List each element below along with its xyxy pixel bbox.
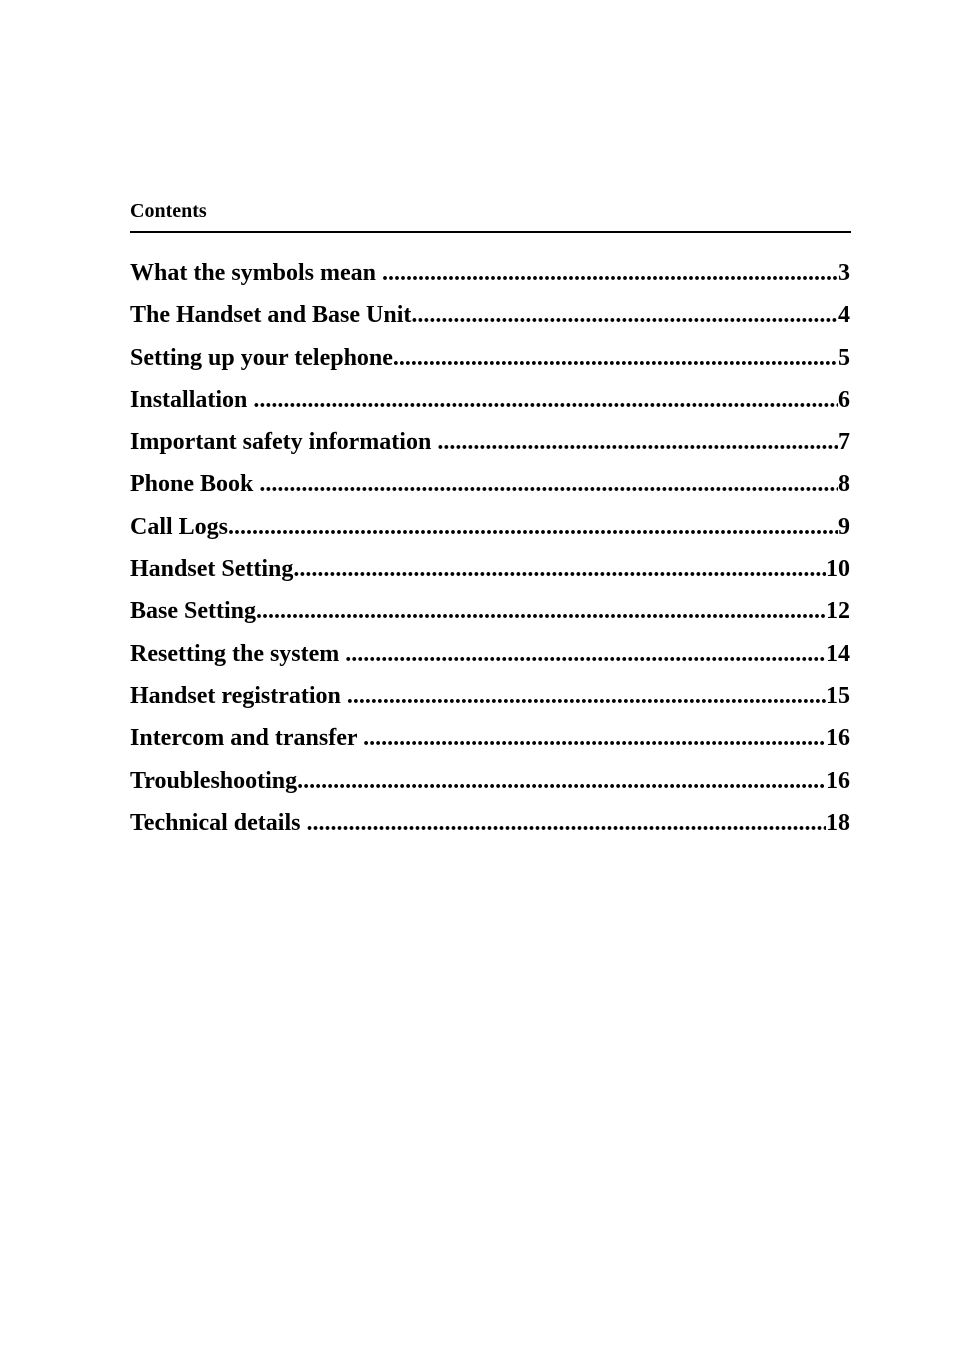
toc-entry-page-number: 6 [838, 386, 850, 413]
dot-leader [306, 806, 826, 840]
toc-entry-title: The Handset and Base Unit [130, 302, 412, 329]
toc-entry-handset-registration[interactable] [130, 679, 850, 721]
dot-leader [411, 298, 838, 332]
toc-entry-title: Call Logs [130, 513, 229, 540]
dot-leader [293, 552, 826, 586]
toc-entry-title: Installation [130, 386, 254, 413]
toc-entry-page-number: 4 [838, 302, 850, 329]
table-of-contents [130, 256, 850, 848]
toc-entry-page-number: 12 [826, 598, 850, 625]
toc-entry-title: Intercom and transfer [130, 725, 364, 752]
toc-entry-page-number: 14 [826, 640, 850, 667]
toc-entry-page-number: 3 [838, 260, 850, 286]
toc-entry-installation[interactable] [130, 383, 850, 425]
dot-leader [259, 467, 838, 501]
dot-leader [253, 383, 838, 417]
toc-entry-title: Handset Setting [130, 556, 294, 583]
toc-entry-call-logs[interactable] [130, 510, 850, 552]
toc-entry-handset-setting[interactable] [130, 552, 850, 594]
toc-entry-what-the-symbols-mean[interactable] [130, 256, 850, 298]
contents-heading: Contents [130, 200, 207, 222]
toc-entry-title: Resetting the system [130, 640, 346, 667]
dot-leader [393, 341, 838, 375]
toc-entry-page-number: 5 [838, 344, 850, 371]
dot-leader [347, 679, 826, 713]
toc-entry-title: Handset registration [130, 682, 347, 709]
toc-entry-handset-and-base-unit[interactable] [130, 298, 850, 340]
toc-entry-title: Important safety information [130, 429, 438, 456]
dot-leader [256, 594, 826, 628]
toc-entry-intercom-and-transfer[interactable] [130, 721, 850, 763]
toc-entry-page-number: 7 [838, 429, 850, 456]
toc-entry-page-number: 10 [826, 556, 850, 583]
dot-leader [382, 256, 838, 290]
toc-entry-title: Technical details [130, 809, 307, 836]
toc-entry-page-number: 9 [838, 513, 850, 540]
toc-entry-resetting-the-system[interactable] [130, 637, 850, 679]
dot-leader [363, 721, 826, 755]
toc-entry-base-setting[interactable] [130, 594, 850, 636]
toc-entry-important-safety-information[interactable] [130, 425, 850, 467]
toc-entry-title: What the symbols mean [130, 260, 383, 286]
toc-entry-title: Phone Book [130, 471, 260, 498]
toc-entry-phone-book[interactable] [130, 467, 850, 509]
toc-entry-title: Setting up your telephone [130, 344, 393, 371]
toc-entry-page-number: 15 [826, 682, 850, 709]
heading-divider [130, 231, 851, 233]
toc-entry-page-number: 18 [826, 809, 850, 836]
toc-entry-title: Troubleshooting [130, 767, 298, 794]
toc-entry-setting-up-your-telephone[interactable] [130, 341, 850, 383]
dot-leader [228, 510, 838, 544]
toc-entry-page-number: 16 [826, 725, 850, 752]
toc-entry-title: Base Setting [130, 598, 256, 625]
toc-entry-troubleshooting[interactable] [130, 764, 850, 806]
dot-leader [345, 637, 826, 671]
dot-leader [297, 764, 826, 798]
dot-leader [437, 425, 838, 459]
toc-entry-page-number: 16 [826, 767, 850, 794]
toc-entry-page-number: 8 [838, 471, 850, 498]
toc-entry-technical-details[interactable] [130, 806, 850, 848]
